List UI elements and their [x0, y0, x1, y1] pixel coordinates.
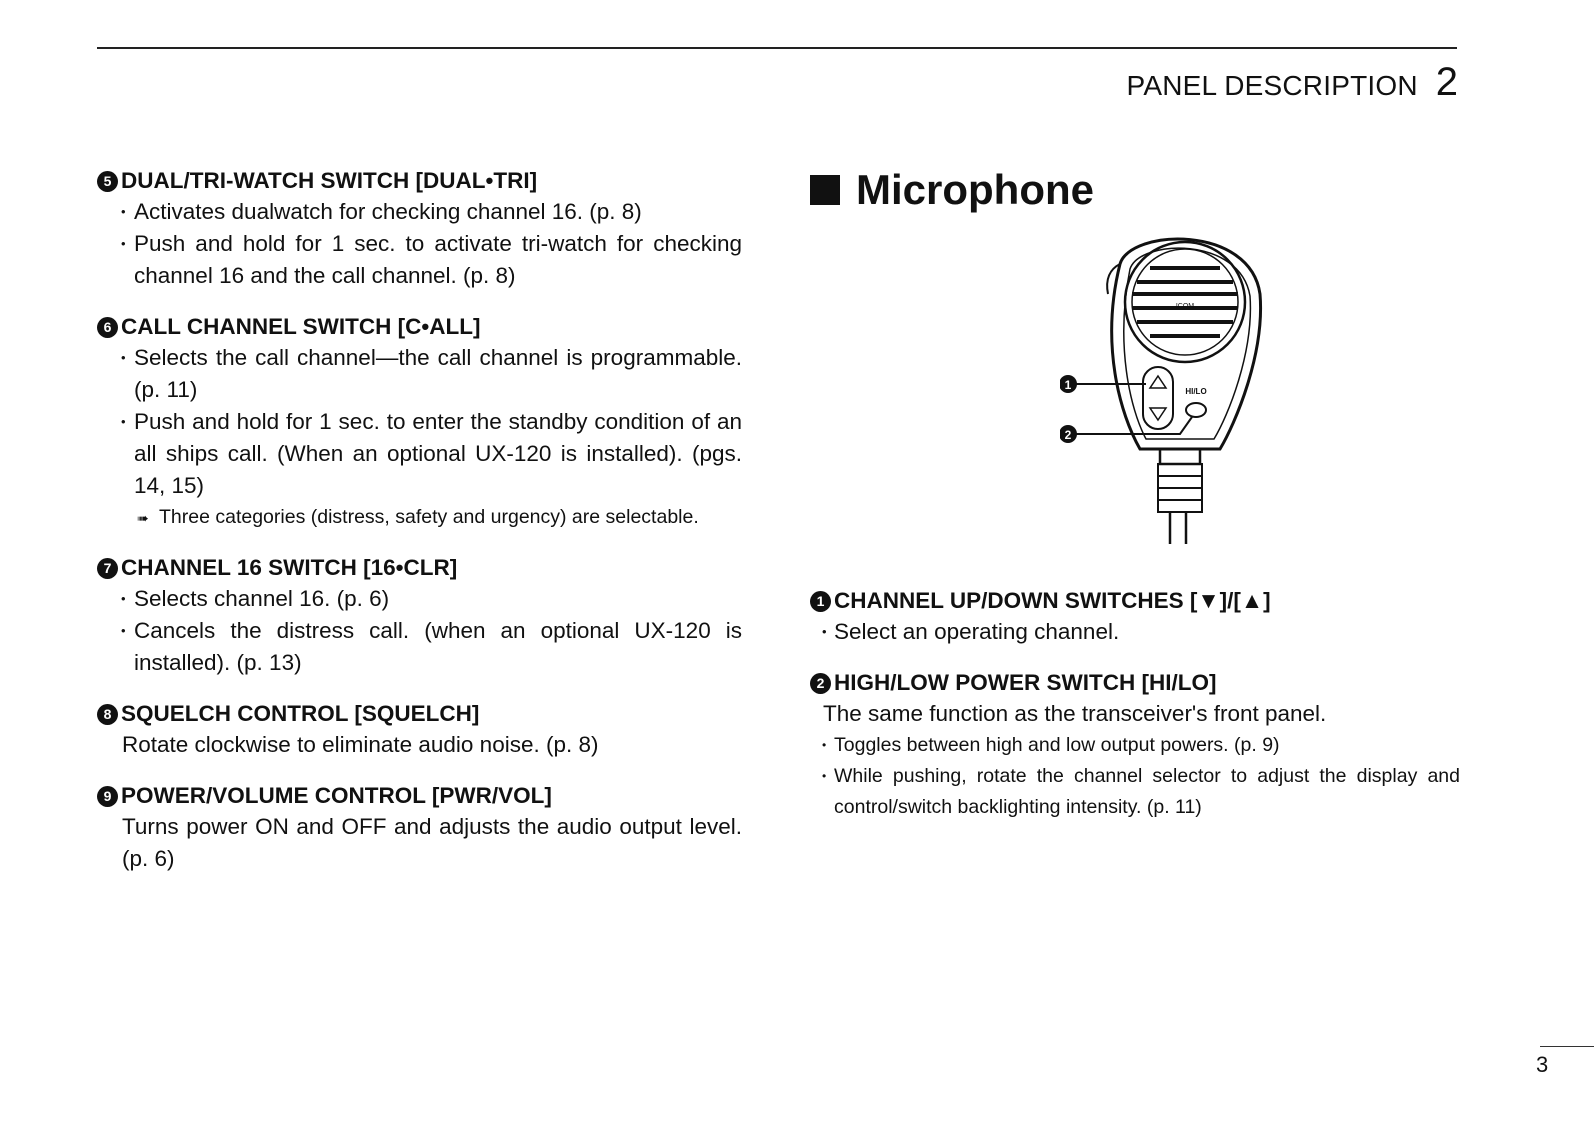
bullet-item: • Cancels the distress call. (when an optional UX-120 is installed). (p. 13)	[97, 615, 742, 679]
hilo-label: HI/LO	[1185, 387, 1207, 396]
number-badge-icon: 5	[97, 171, 118, 192]
section-number: 2	[1435, 60, 1458, 104]
item-title	[810, 586, 1460, 616]
bullet-item: • Selects the call channel—the call channel is programmable. (p. 11)	[97, 342, 742, 406]
bullet-item: • Push and hold for 1 sec. to activate tri-watch for checking channel 16 and the call channel. (p. 8)	[97, 228, 742, 292]
item-title-text: CALL CHANNEL SWITCH [C•ALL]	[121, 314, 481, 339]
microphone-illustration	[1060, 224, 1280, 554]
item-title	[97, 781, 742, 811]
item-hi-lo-power	[810, 668, 1460, 823]
item-title-text: CHANNEL UP/DOWN SWITCHES [▼]/[▲]	[834, 588, 1271, 613]
number-badge-icon: 8	[97, 704, 118, 725]
microphone-heading	[810, 166, 1460, 214]
item-title	[97, 312, 742, 342]
callout-2: 2	[1064, 428, 1072, 442]
note	[97, 502, 742, 533]
number-badge-icon: 1	[810, 591, 831, 612]
item-text: Rotate clockwise to eliminate audio noise. (p. 8)	[122, 732, 599, 757]
item-channel-16	[97, 553, 742, 679]
item-power-volume	[97, 781, 742, 875]
callout-1: 1	[1064, 378, 1072, 392]
item-title-text: POWER/VOLUME CONTROL [PWR/VOL]	[121, 783, 552, 808]
section-title: PANEL DESCRIPTION	[1126, 70, 1418, 101]
bullet-item: • While pushing, rotate the channel selector to adjust the display and control/switch backlighting intensity. (p. 11)	[810, 761, 1460, 823]
bullet-item: • Activates dualwatch for checking channel 16. (p. 8)	[97, 196, 742, 228]
number-badge-icon: 7	[97, 558, 118, 579]
item-title-text: DUAL/TRI-WATCH SWITCH [DUAL•TRI]	[121, 168, 538, 193]
left-column	[97, 166, 742, 895]
brand-logo: ICOM	[1175, 303, 1195, 310]
bullet-item: • Selects channel 16. (p. 6)	[97, 583, 742, 615]
page-number: 3	[1536, 1052, 1549, 1077]
item-text: The same function as the transceiver's front panel.	[823, 701, 1327, 726]
item-squelch	[97, 699, 742, 761]
heading-text: Microphone	[856, 166, 1094, 213]
section-header	[1127, 60, 1458, 105]
note-text: Three categories (distress, safety and urgency) are selectable.	[159, 506, 699, 528]
item-title	[810, 668, 1460, 698]
item-title	[97, 553, 742, 583]
item-title	[97, 699, 742, 729]
number-badge-icon: 6	[97, 317, 118, 338]
item-title	[97, 166, 742, 196]
item-call-channel	[97, 312, 742, 533]
item-dual-tri-watch	[97, 166, 742, 292]
item-title-text: HIGH/LOW POWER SWITCH [HI/LO]	[834, 670, 1217, 695]
bullet-item: • Select an operating channel.	[810, 616, 1460, 648]
bullet-item: • Toggles between high and low output powers. (p. 9)	[810, 730, 1460, 761]
number-badge-icon: 9	[97, 786, 118, 807]
item-title-text: CHANNEL 16 SWITCH [16•CLR]	[121, 555, 458, 580]
number-badge-icon: 2	[810, 673, 831, 694]
arrow-right-icon: ➠	[137, 510, 149, 526]
footer-rule	[1540, 1046, 1594, 1047]
square-bullet-icon	[810, 175, 840, 205]
header-rule	[97, 47, 1457, 49]
item-title-text: SQUELCH CONTROL [SQUELCH]	[121, 701, 480, 726]
item-text: Turns power ON and OFF and adjusts the audio output level. (p. 6)	[122, 814, 742, 871]
item-channel-up-down	[810, 586, 1460, 648]
bullet-item: • Push and hold for 1 sec. to enter the standby condition of an all ships call. (When an optional UX-120 is installed). (pgs. 14, 15)	[97, 406, 742, 502]
